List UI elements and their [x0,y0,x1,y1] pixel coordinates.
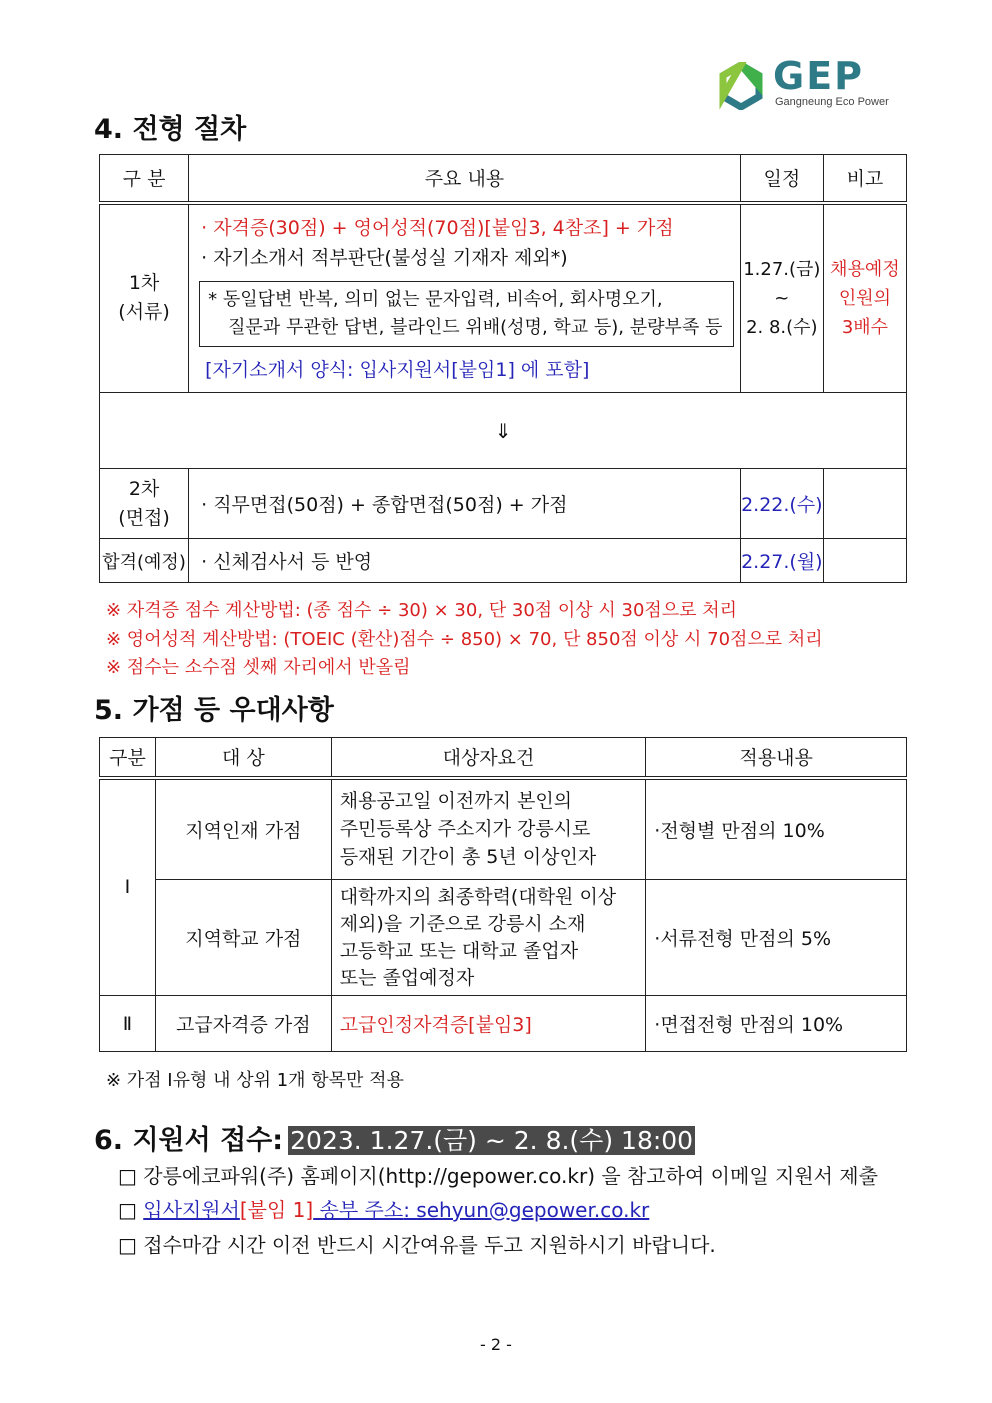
stage1-form-note: [자기소개서 양식: 입사지원서[붙임1] 에 포함] [205,358,590,381]
schedule-line1: 1.27.(금) [743,258,821,280]
header-category: 구 분 [100,155,189,203]
down-arrow-icon: ⇓ [100,393,907,469]
row3-target: 고급자격증 가점 [155,996,331,1052]
header-application: 적용내용 [646,738,907,778]
row2-req-line4: 또는 졸업예정자 [339,966,475,989]
section4-title: 4. 전형 절차 [94,114,247,145]
stage2-label [100,469,189,539]
submission-line-1-text: 강릉에코파워(주) 홈페이지(http://gepower.co.kr) 을 참고하여 이메일 지원서 제출 [143,1164,878,1188]
stage1-row [100,203,907,393]
header-requirement: 대상자요건 [331,738,646,778]
score-note-1: ※ 자격증 점수 계산방법: (종 점수 ÷ 30) × 30, 단 30점 이상 시 30점으로 처리 [106,600,738,621]
stage2-content: · 직무면접(50점) + 종합면접(50점) + 가점 [189,469,741,539]
row1-target: 지역인재 가점 [155,778,331,880]
selection-process-table [99,154,907,583]
score-note-3: ※ 점수는 소수점 셋째 자리에서 반올림 [106,657,411,678]
stage2-schedule: 2.22.(수) [740,469,823,539]
row3-application: ·면접전형 만점의 10% [646,996,907,1052]
header-target: 대 상 [155,738,331,778]
row2-requirement [331,880,646,996]
stage1-item1: · 자격증(30점) + 영어성적(70점)[붙임3, 4참조] + 가점 [201,216,674,239]
stage1-label-line1: 1차 [128,272,160,295]
remark-line2: 인원의 [838,287,892,309]
section5-title: 5. 가점 등 우대사항 [94,695,334,726]
row2-req-line2: 제외)을 기준으로 강릉시 소재 [339,912,586,935]
submission-line-3-text: 접수마감 시간 이전 반드시 시간여유를 두고 지원하시기 바랍니다. [143,1233,716,1257]
stage1-content [189,203,741,393]
stage2-label-line1: 2차 [128,477,160,500]
score-note-2: ※ 영어성적 계산방법: (TOEIC (환산)점수 ÷ 850) × 70, 단 850점 이상 시 70점으로 처리 [106,629,823,650]
final-schedule: 2.27.(월) [740,539,823,583]
submission-line-1 [118,1160,878,1189]
stage1-exclusion-box [199,281,734,347]
final-row [100,539,907,583]
group2-label: Ⅱ [100,996,156,1052]
row1-req-line2: 주민등록상 주소지가 강릉시로 [339,818,591,841]
submission-line-3 [118,1229,716,1258]
stage2-remark [823,469,906,539]
remark-line1: 채용예정 [830,258,900,280]
table-row [100,996,907,1052]
stage1-label-line2: (서류) [118,301,170,324]
stage2-row [100,469,907,539]
stage2-label-line2: (면접) [118,506,170,529]
company-logo [717,54,897,112]
stage1-remark [823,203,906,393]
row1-req-line3: 등재된 기간이 총 5년 이상인자 [339,846,597,869]
header-schedule: 일정 [740,155,823,203]
row1-application: ·전형별 만점의 10% [646,778,907,880]
hexagon-ring-icon [717,62,765,110]
table-row [100,778,907,880]
box-line1: * 동일답변 반복, 의미 없는 문자입력, 비속어, 회사명오기, [208,288,663,310]
row2-req-line3: 고등학교 또는 대학교 졸업자 [339,939,579,962]
row2-target: 지역학교 가점 [155,880,331,996]
preference-note: ※ 가점 Ⅰ유형 내 상위 1개 항목만 적용 [106,1070,404,1091]
stage1-schedule [740,203,823,393]
deadline-highlight: 2023. 1.27.(금) ~ 2. 8.(수) 18:00 [290,1126,694,1155]
send-address-label: 송부 주소 [313,1198,404,1222]
row1-req-line1: 채용공고일 이전까지 본인의 [339,790,573,813]
schedule-line2: ~ [774,287,790,309]
remark-line3: 3배수 [841,316,889,338]
checkbox-icon: □ [118,1164,137,1188]
row1-requirement [331,778,646,880]
email-address-link[interactable]: : sehyun@gepower.co.kr [403,1198,650,1222]
checkbox-icon: □ [118,1198,137,1222]
final-label: 합격(예정) [100,539,189,583]
logo-text: GEP [773,54,864,98]
row2-req-line1: 대학까지의 최종학력(대학원 이상 [339,885,617,908]
schedule-line3: 2. 8.(수) [746,316,818,338]
logo-subtitle: Gangneung Eco Power [775,96,889,108]
row2-application: ·서류전형 만점의 5% [646,880,907,996]
section6-header [94,1118,695,1157]
checkbox-icon: □ [118,1233,137,1257]
table-row [100,880,907,996]
header-type: 구분 [100,738,156,778]
submission-line-2 [118,1194,649,1223]
preference-table [99,737,907,1052]
attachment-ref: [붙임 1] [239,1198,314,1222]
application-form-link[interactable]: 입사지원서 [143,1198,240,1222]
header-remark: 비고 [823,155,906,203]
stage1-item2: · 자기소개서 적부판단(불성실 기재자 제외*) [201,246,568,269]
header-content: 주요 내용 [189,155,741,203]
stage1-label [100,203,189,393]
box-line2: 질문과 무관한 답변, 블라인드 위배(성명, 학교 등), 분량부족 등 [228,316,723,338]
page-number: - 2 - [480,1335,512,1354]
group1-label: Ⅰ [100,778,156,996]
row3-requirement: 고급인정자격증[붙임3] [331,996,646,1052]
section6-title: 6. 지원서 접수: [94,1125,284,1156]
final-content: · 신체검사서 등 반영 [189,539,741,583]
final-remark [823,539,906,583]
